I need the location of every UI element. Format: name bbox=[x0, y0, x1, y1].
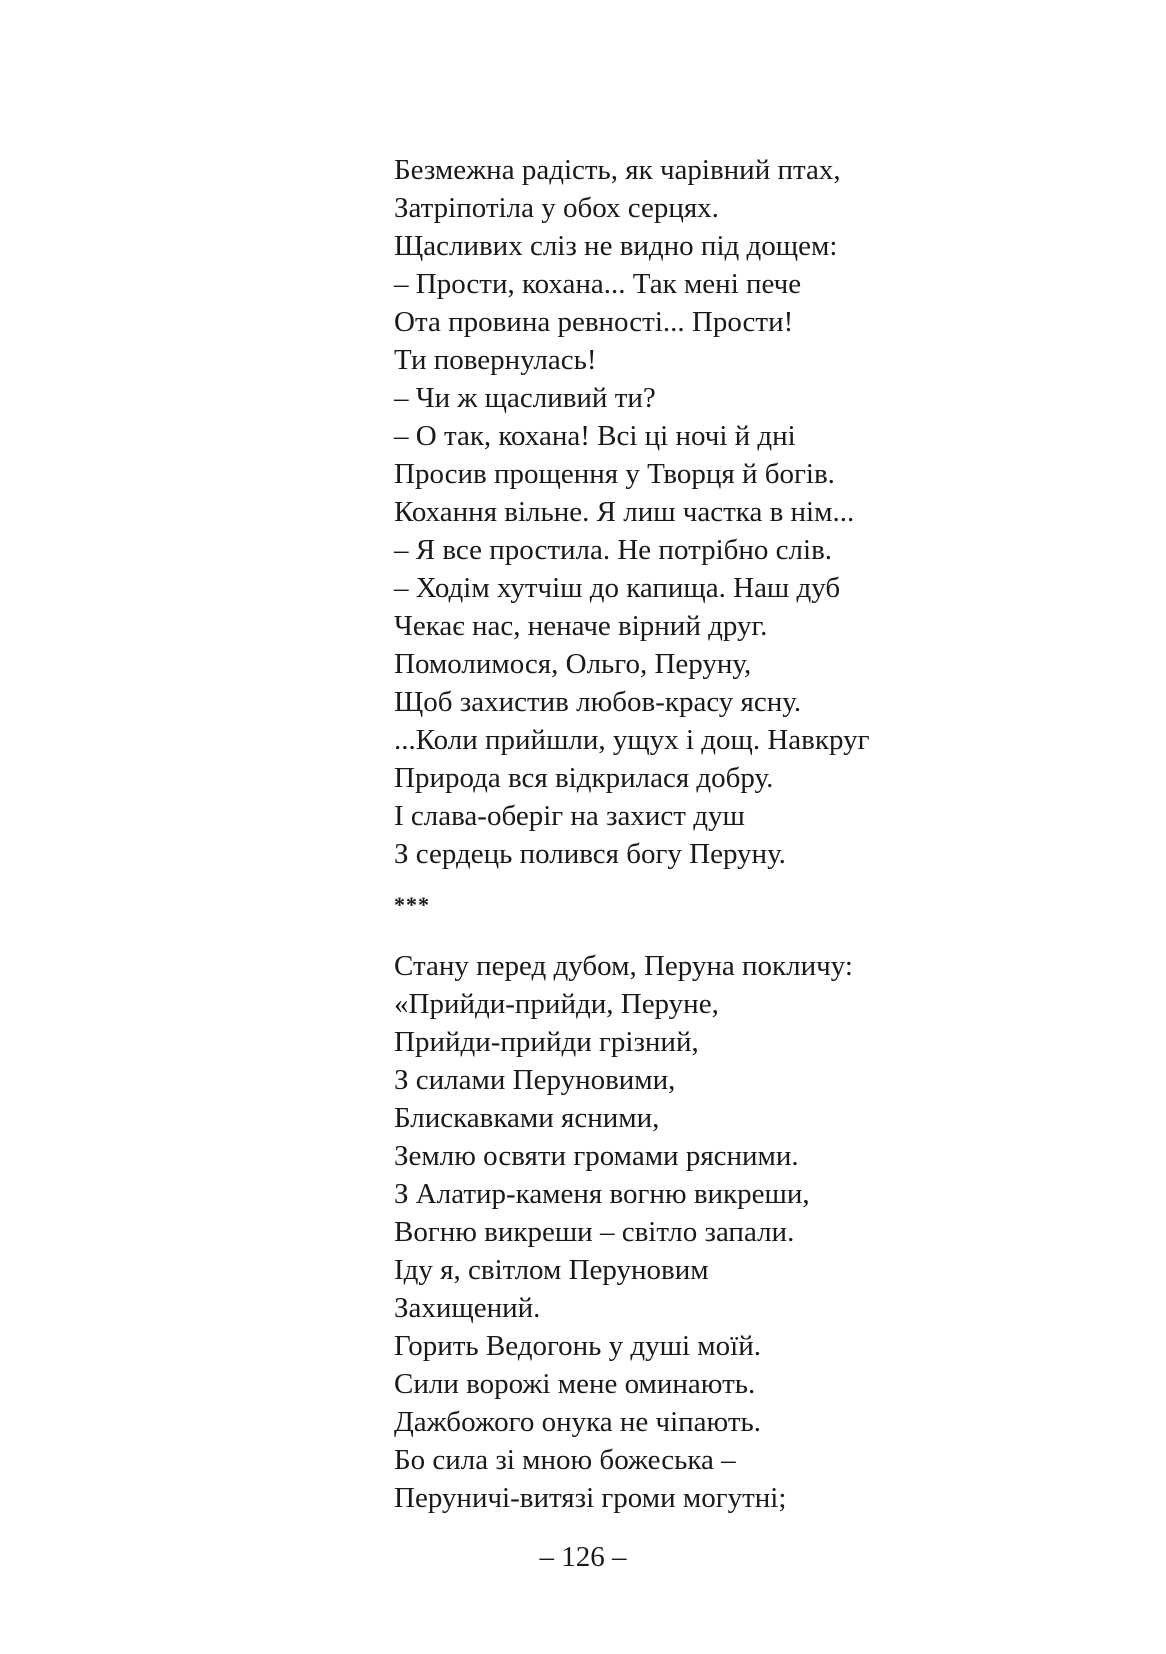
poem-line: – Прости, кохана... Так мені пече bbox=[394, 268, 802, 300]
poem-line: Блискавками ясними, bbox=[394, 1102, 660, 1134]
poem-line: Щоб захистив любов-красу ясну. bbox=[394, 686, 802, 718]
poem-line: Перуничі-витязі громи могутні; bbox=[394, 1482, 787, 1514]
page-number: – 126 – bbox=[539, 1541, 627, 1573]
poem-line: «Прийди-прийди, Перуне, bbox=[394, 988, 719, 1020]
poem-line: – Ходім хутчіш до капища. Наш дуб bbox=[394, 572, 841, 604]
poem-line: Горить Ведогонь у душі моїй. bbox=[394, 1330, 761, 1362]
poem-line: Захищений. bbox=[394, 1292, 541, 1324]
poem-line: Бо сила зі мною божеська – bbox=[394, 1444, 736, 1476]
poem-line: З силами Перуновими, bbox=[394, 1064, 676, 1096]
poem-line: Дажбожого онука не чіпають. bbox=[394, 1406, 761, 1438]
poem-line: Помолимося, Ольго, Перуну, bbox=[394, 648, 752, 680]
poem-line: Безмежна радість, як чарівний птах, bbox=[394, 154, 841, 186]
section-separator: *** bbox=[394, 892, 430, 917]
poem-stanza-1 bbox=[394, 151, 869, 873]
poem-line: Ота провина ревності... Прости! bbox=[394, 306, 794, 338]
poem-line: Стану перед дубом, Перуна покличу: bbox=[394, 950, 853, 982]
poem-line: Вогню викреши – світло запали. bbox=[394, 1216, 795, 1248]
poem-line: Просив прощення у Творця й богів. bbox=[394, 458, 835, 490]
poem-line: Природа вся відкрилася добру. bbox=[394, 762, 774, 794]
poem-line: З Алатир-каменя вогню викреши, bbox=[394, 1178, 810, 1210]
poem-line: Іду я, світлом Перуновим bbox=[394, 1254, 709, 1286]
poem-line: І слава-оберіг на захист душ bbox=[394, 800, 745, 832]
poem-line: – Чи ж щасливий ти? bbox=[394, 382, 656, 414]
poem-line: – О так, кохана! Всі ці ночі й дні bbox=[394, 420, 796, 452]
poem-line: Чекає нас, неначе вірний друг. bbox=[394, 610, 768, 642]
poem-line: ...Коли прийшли, ущух і дощ. Навкруг bbox=[394, 724, 870, 756]
poem-line: Щасливих сліз не видно під дощем: bbox=[394, 230, 838, 262]
poem-line: – Я все простила. Не потрібно слів. bbox=[394, 534, 833, 566]
poem-line: Сили ворожі мене оминають. bbox=[394, 1368, 756, 1400]
poem-line: Кохання вільне. Я лиш частка в нім... bbox=[394, 496, 855, 528]
poem-line: З сердець полився богу Перуну. bbox=[394, 838, 786, 870]
poem-line: Затріпотіла у обох серцях. bbox=[394, 192, 719, 224]
poem-stanza-2 bbox=[394, 947, 853, 1517]
poem-line: Ти повернулась! bbox=[394, 344, 597, 376]
poem-line: Землю освяти громами рясними. bbox=[394, 1140, 799, 1172]
poem-line: Прийди-прийди грізний, bbox=[394, 1026, 699, 1058]
